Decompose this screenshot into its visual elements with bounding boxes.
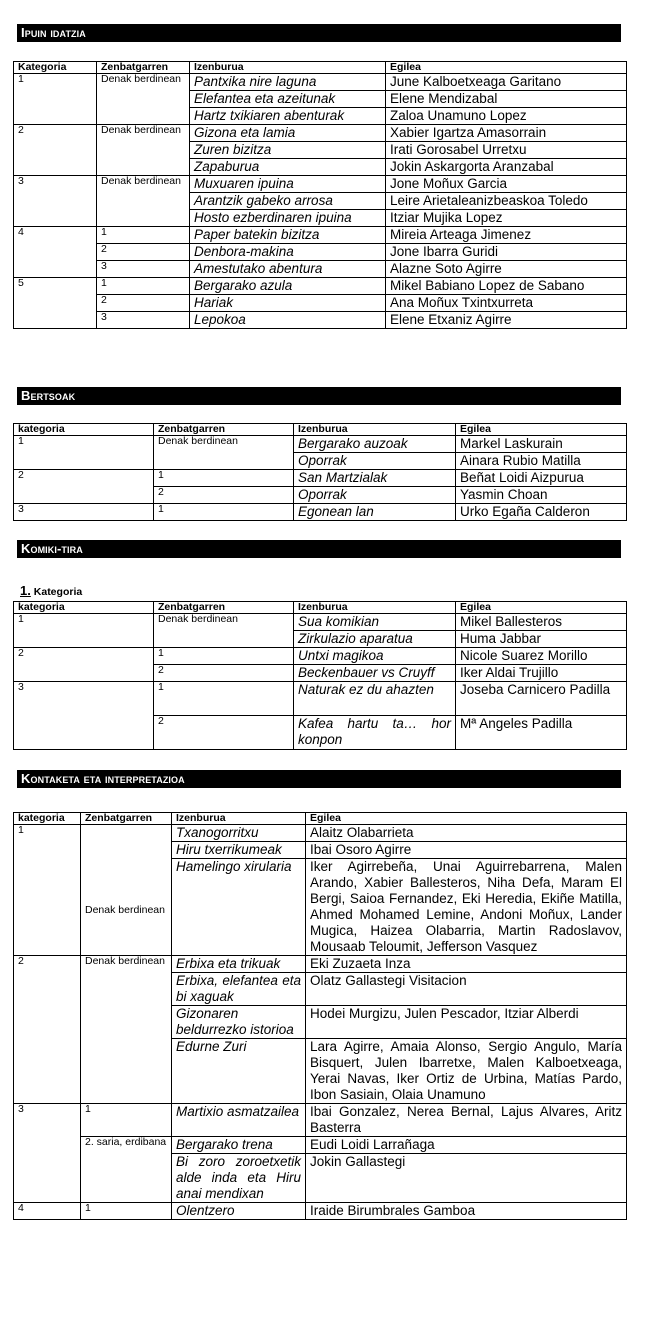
header-egilea: Egilea [306,813,627,825]
title-cell: Untxi magikoa [294,648,456,665]
author-cell: Jokin Gallastegi [306,1154,627,1203]
title-cell: Bergarako azula [190,278,386,295]
author-cell: Eki Zuzaeta Inza [306,956,627,973]
kategoria-cell: 3 [14,682,154,750]
table-row [14,1137,627,1154]
author-cell: Xabier Igartza Amasorrain [386,125,627,142]
header-kategoria: Kategoria [14,62,97,74]
title-cell: Hiru txerrikumeak [172,842,306,859]
title-cell: Elefantea eta azeitunak [190,91,386,108]
author-cell: Ainara Rubio Matilla [456,453,627,470]
zenbatgarren-cell: Denak berdinean [81,956,172,1104]
title-cell: Martixio asmatzailea [172,1104,306,1137]
kategoria-cell: 2 [14,648,154,682]
subheading-kategoria [20,584,82,599]
header-zenbatgarren: Zenbatgarren [81,813,172,825]
title-cell: Zirkulazio aparatua [294,631,456,648]
author-cell: Joseba Carnicero Padilla [456,682,627,716]
title-cell: Gizonaren beldurrezko istorioa [172,1006,306,1039]
section-title-kontaketa: Kontaketa eta interpretazioa [17,770,621,788]
zenbatgarren-cell: 1 [154,648,294,665]
ipuin-idatzia-table [13,61,627,329]
zenbatgarren-cell: Denak berdinean [154,614,294,648]
zenbatgarren-cell: 1 [81,1203,172,1220]
title-cell: Oporrak [294,453,456,470]
title-cell: Kafea hartu ta… hor konpon [294,716,456,750]
zenbatgarren-cell: 1 [97,278,190,295]
author-cell: Yasmin Choan [456,487,627,504]
author-cell: Jone Moñux Garcia [386,176,627,193]
author-cell: Huma Jabbar [456,631,627,648]
header-egilea: Egilea [386,62,627,74]
kategoria-cell: 1 [14,825,81,956]
table-row [14,956,627,973]
author-cell: Ibai Osoro Agirre [306,842,627,859]
subheading-text: Kategoria [33,586,83,598]
header-kategoria: kategoria [14,813,81,825]
zenbatgarren-cell: Denak berdinean [97,74,190,125]
title-cell: Oporrak [294,487,456,504]
header-zenbatgarren: Zenbatgarren [154,424,294,436]
title-cell: Sua komikian [294,614,456,631]
header-kategoria: kategoria [14,424,154,436]
table-row [14,470,627,487]
title-cell: Muxuaren ipuina [190,176,386,193]
author-cell: Elene Etxaniz Agirre [386,312,627,329]
zenbatgarren-cell: 1 [154,682,294,716]
author-cell: Leire Arietaleanizbeaskoa Toledo [386,193,627,210]
zenbatgarren-cell: Denak berdinean [97,125,190,176]
table-row [14,1203,627,1220]
section-title-bertsoak: Bertsoak [17,387,621,405]
author-cell: Lara Agirre, Amaia Alonso, Sergio Angulo, María Bisquert, Julen Ibarretxe, Malen Kalboetxeaga, Yerai Navas, Iker Ortiz de Urbina, Matías Pardo, Ibon Sasiain, Olaia Unamuno [306,1039,627,1104]
table-row [14,648,627,665]
table-row [14,682,627,716]
author-cell: Iker Agirrebeña, Unai Aguirrebarrena, Malen Arando, Xabier Ballesteros, Niha Defa, Maram El Bergi, Saioa Fernandez, Eki Heredia, Ekiñe Matilla, Ahmed Mohamed Lemine, Andoni Moñux, Lander Mugica, Haizea Olabarria, Martin Radoslavov, Mousaab Teloumit, Jefferson Vasquez [306,859,627,956]
header-zenbatgarren: Zenbatgarren [97,62,190,74]
header-izenburua: Izenburua [190,62,386,74]
title-cell: Gizona eta lamia [190,125,386,142]
table-row [14,227,627,244]
title-cell: Hosto ezberdinaren ipuina [190,210,386,227]
author-cell: Itziar Mujika Lopez [386,210,627,227]
author-cell: Iker Aldai Trujillo [456,665,627,682]
title-cell: San Martzialak [294,470,456,487]
zenbatgarren-cell: 1 [97,227,190,244]
title-cell: Hartz txikiaren abenturak [190,108,386,125]
author-cell: Jokin Askargorta Aranzabal [386,159,627,176]
header-zenbatgarren: Zenbatgarren [154,602,294,614]
table-row [14,176,627,193]
author-cell: Alaitz Olabarrieta [306,825,627,842]
kategoria-cell: 1 [14,74,97,125]
author-cell: Mª Angeles Padilla [456,716,627,750]
kategoria-cell: 3 [14,504,154,521]
zenbatgarren-cell: 2 [154,665,294,682]
author-cell: Ibai Gonzalez, Nerea Bernal, Lajus Alvares, Aritz Basterra [306,1104,627,1137]
kategoria-cell: 3 [14,176,97,227]
subheading-number: 1. [20,583,31,598]
author-cell: Irati Gorosabel Urretxu [386,142,627,159]
header-izenburua: Izenburua [294,602,456,614]
table-row [14,825,627,842]
author-cell: Beñat Loidi Aizpurua [456,470,627,487]
kategoria-cell: 4 [14,1203,81,1220]
table-row [14,278,627,295]
header-izenburua: Izenburua [294,424,456,436]
zenbatgarren-cell: Denak berdinean [81,825,172,956]
author-cell: Mireia Arteaga Jimenez [386,227,627,244]
zenbatgarren-cell: 1 [81,1104,172,1137]
kategoria-cell: 2 [14,956,81,1104]
zenbatgarren-cell: Denak berdinean [154,436,294,470]
author-cell: Mikel Babiano Lopez de Sabano [386,278,627,295]
table-row [14,312,627,329]
title-cell: Beckenbauer vs Cruyff [294,665,456,682]
kontaketa-table [13,812,627,1220]
author-cell: Hodei Murgizu, Julen Pescador, Itziar Alberdi [306,1006,627,1039]
title-cell: Arantzik gabeko arrosa [190,193,386,210]
header-kategoria: kategoria [14,602,154,614]
zenbatgarren-cell: 2 [154,487,294,504]
author-cell: Jone Ibarra Guridi [386,244,627,261]
bertsoak-table [13,423,627,521]
table-row [14,614,627,631]
kategoria-cell: 1 [14,614,154,648]
title-cell: Denbora-makina [190,244,386,261]
zenbatgarren-cell: 2 [97,295,190,312]
table-row [14,74,627,91]
zenbatgarren-cell: 3 [97,312,190,329]
table-row [14,261,627,278]
title-cell: Lepokoa [190,312,386,329]
author-cell: June Kalboetxeaga Garitano [386,74,627,91]
zenbatgarren-cell: 2. saria, erdibana [81,1137,172,1203]
author-cell: Alazne Soto Agirre [386,261,627,278]
zenbatgarren-cell: 2 [97,244,190,261]
title-cell: Erbixa eta trikuak [172,956,306,973]
author-cell: Iraide Birumbrales Gamboa [306,1203,627,1220]
title-cell: Egonean lan [294,504,456,521]
kategoria-cell: 4 [14,227,97,278]
section-title-komiki-tira: Komiki-tira [17,540,621,558]
zenbatgarren-cell: 1 [154,470,294,487]
zenbatgarren-cell: 3 [97,261,190,278]
table-row [14,1104,627,1137]
kategoria-cell: 2 [14,125,97,176]
section-title-ipuin-idatzia: Ipuin idatzia [17,24,621,42]
kategoria-cell: 2 [14,470,154,504]
table-row [14,295,627,312]
title-cell: Pantxika nire laguna [190,74,386,91]
title-cell: Olentzero [172,1203,306,1220]
header-egilea: Egilea [456,602,627,614]
author-cell: Urko Egaña Calderon [456,504,627,521]
title-cell: Zapaburua [190,159,386,176]
title-cell: Bi zoro zoroetxetik alde inda eta Hiru anai mendixan [172,1154,306,1203]
header-egilea: Egilea [456,424,627,436]
kategoria-cell: 5 [14,278,97,329]
table-row [14,125,627,142]
kategoria-cell: 3 [14,1104,81,1203]
title-cell: Amestutako abentura [190,261,386,278]
title-cell: Hamelingo xirularia [172,859,306,956]
author-cell: Ana Moñux Txintxurreta [386,295,627,312]
title-cell: Paper batekin bizitza [190,227,386,244]
table-row [14,504,627,521]
komiki-tira-table [13,601,627,750]
title-cell: Bergarako auzoak [294,436,456,453]
zenbatgarren-cell: Denak berdinean [97,176,190,227]
title-cell: Txanogorritxu [172,825,306,842]
zenbatgarren-cell: 2 [154,716,294,750]
header-izenburua: Izenburua [172,813,306,825]
author-cell: Mikel Ballesteros [456,614,627,631]
title-cell: Hariak [190,295,386,312]
title-cell: Erbixa, elefantea eta bi xaguak [172,973,306,1006]
author-cell: Zaloa Unamuno Lopez [386,108,627,125]
author-cell: Olatz Gallastegi Visitacion [306,973,627,1006]
title-cell: Edurne Zuri [172,1039,306,1104]
kategoria-cell: 1 [14,436,154,470]
title-cell: Zuren bizitza [190,142,386,159]
title-cell: Naturak ez du ahazten [294,682,456,716]
author-cell: Nicole Suarez Morillo [456,648,627,665]
author-cell: Eudi Loidi Larrañaga [306,1137,627,1154]
zenbatgarren-cell: 1 [154,504,294,521]
author-cell: Markel Laskurain [456,436,627,453]
table-row [14,436,627,453]
table-row [14,244,627,261]
title-cell: Bergarako trena [172,1137,306,1154]
author-cell: Elene Mendizabal [386,91,627,108]
